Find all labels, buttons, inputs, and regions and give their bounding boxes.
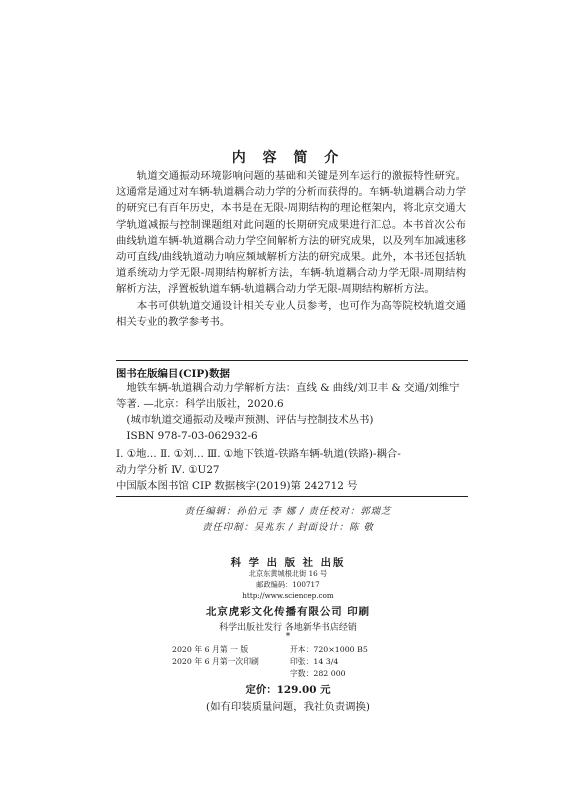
quality-notice: (如有印装质量问题，我社负责调换)	[206, 701, 370, 713]
cip-classification-line: 动力学分析 Ⅳ. ①U27	[116, 464, 220, 476]
publisher-address: 北京东黄城根北街 16 号	[248, 569, 328, 578]
cip-record-number: 中国版本图书馆 CIP 数据核字(2019)第 242712 号	[116, 480, 358, 492]
cip-description-line: 等著. —北京：科学出版社，2020.6	[116, 398, 284, 410]
publisher-postcode: 邮政编码：100717	[256, 580, 320, 589]
summary-text	[116, 168, 466, 330]
publisher-website: http://www.sciencep.com	[242, 591, 334, 600]
cip-classification-line: Ⅰ. ①地… Ⅱ. ①刘… Ⅲ. ①地下铁道-铁路车辆-轨道(铁路)-耦合-	[116, 448, 401, 460]
cip-description	[116, 380, 466, 444]
editor-credits: 责任编辑：孙伯元 李 娜 / 责任校对：郭瑞芝	[184, 506, 392, 517]
publisher-name: 科 学 出 版 社 出版	[230, 557, 346, 569]
production-credits: 责任印制：吴兆东 / 封面设计：陈 敬	[202, 522, 374, 533]
edition-info: 2020 年 6 月第 一 版	[172, 645, 249, 654]
cip-heading: 图书在版编目(CIP)数据	[116, 368, 230, 380]
printer-name: 北京虎彩文化传播有限公司 印刷	[205, 606, 371, 618]
words-info: 字数：282 000	[290, 669, 346, 678]
cip-description-line: (城市轨道交通振动及噪声预测、评估与控制技术丛书)	[126, 414, 374, 426]
cip-description-line: 地铁车辆-轨道耦合动力学解析方法：直线 & 曲线/刘卫丰 & 交通/刘维宁	[126, 382, 460, 394]
separator-star: *	[285, 632, 291, 642]
summary-paragraph: 本书可供轨道交通设计相关专业人员参考，也可作为高等院校轨道交通相关专业的教学参考书。	[116, 299, 466, 328]
sheets-info: 印张：14 3/4	[290, 657, 339, 666]
impression-info: 2020 年 6 月第一次印刷	[172, 657, 259, 666]
format-info: 开本：720×1000 B5	[290, 645, 368, 654]
cip-bottom-rule	[116, 496, 468, 497]
price: 定价：129.00 元	[245, 684, 331, 696]
distribution-line: 科学出版社发行 各地新华书店经销	[219, 623, 357, 633]
summary-paragraph: 轨道交通振动环境影响问题的基础和关键是列车运行的激振特性研究。这通常是通过对车辆-轨道耦合动力学的分析而获得的。车辆-轨道耦合动力学的研究已有百年历史，本书是在无限-周期结构的理论框架内，将北京交通大学轨道减振与控制课题组对此问题的长期研究成果进行汇总。本书首次公布曲线轨道车辆-轨道耦合动力学空间解析方法的研究成果，以及列车加减速移动可直线/曲线轨道动力响应频域解析方法的研究成果。此外，本书还包括轨道系统动力学无限-周期结构解析方法，车辆-轨道耦合动力学无限-周期结构解析方法，浮置板轨道车辆-轨道耦合动力学无限-周期结构解析方法。	[116, 170, 466, 296]
cip-classification	[116, 446, 466, 478]
cip-isbn: ISBN 978-7-03-062932-6	[126, 430, 258, 442]
summary-title: 内 容 简 介	[231, 150, 345, 166]
cip-top-rule	[116, 360, 468, 361]
